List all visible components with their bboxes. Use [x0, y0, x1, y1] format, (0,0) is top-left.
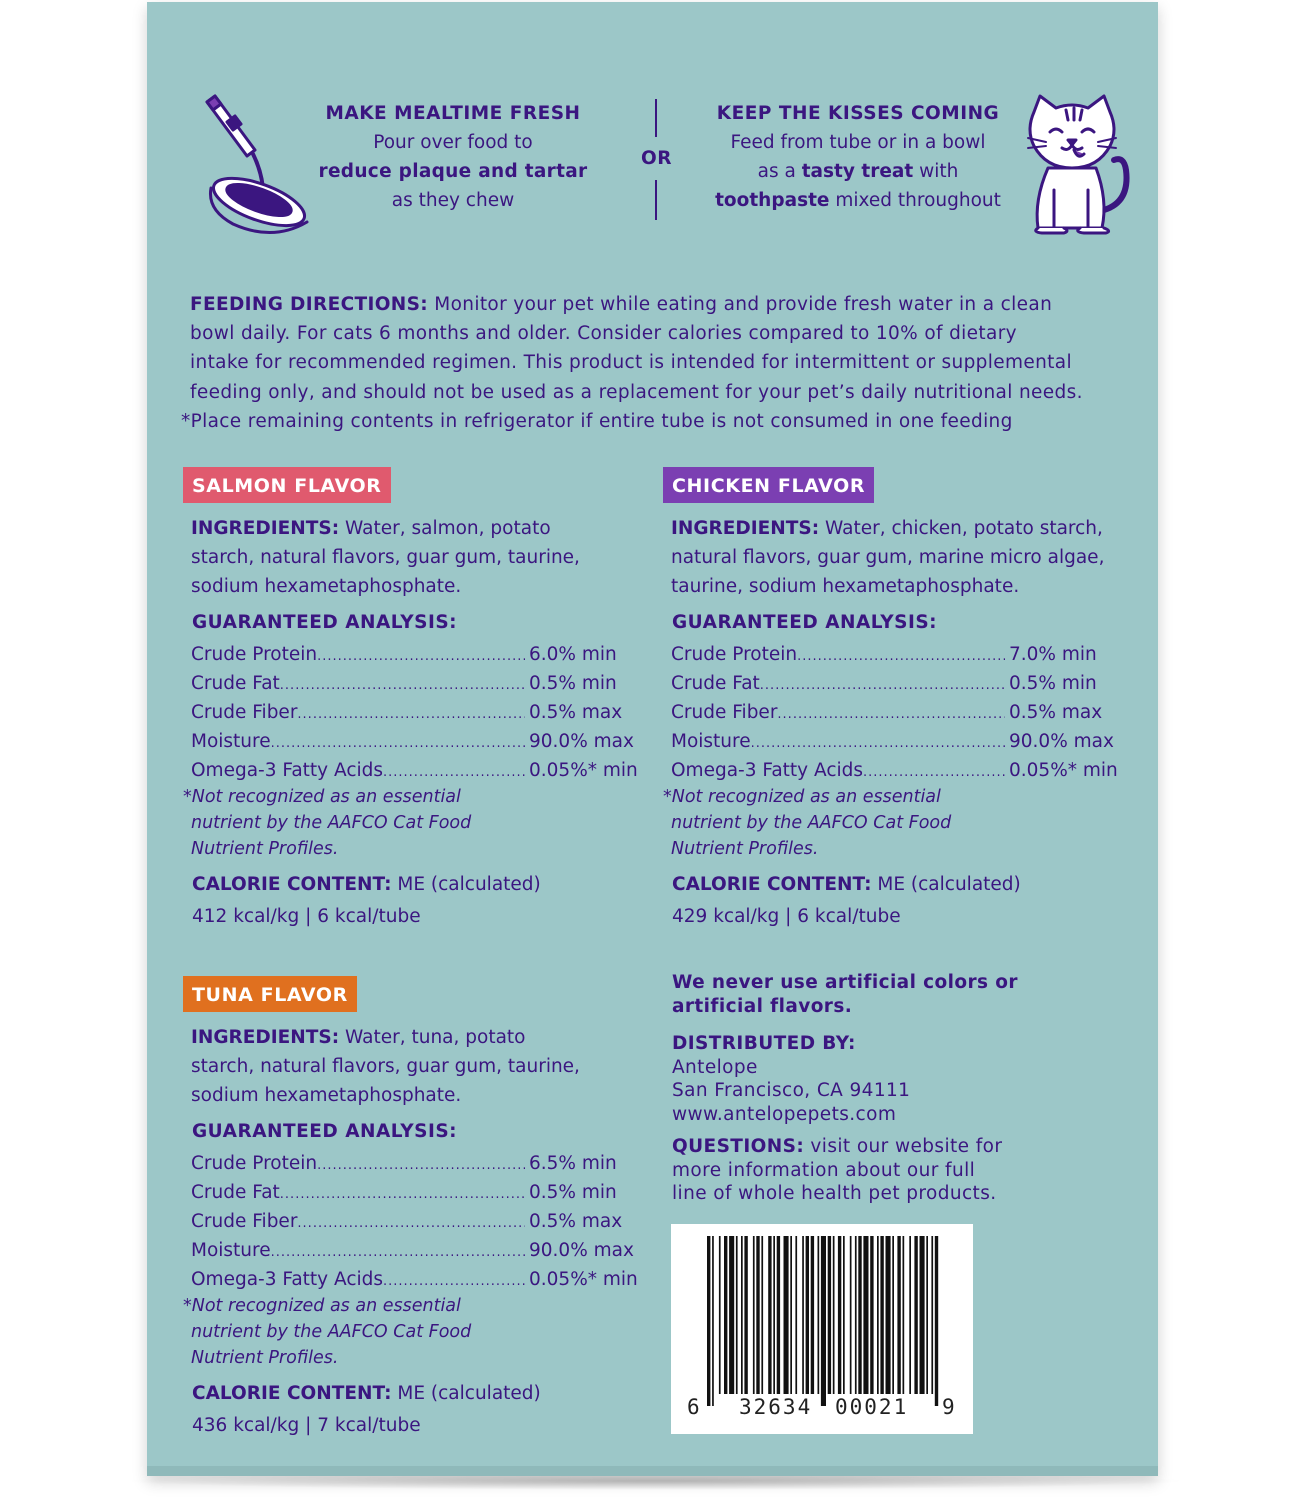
- tuna-note2: nutrient by the AAFCO Cat Food: [191, 1322, 472, 1342]
- mealtime-block: [303, 100, 603, 215]
- no-artificial-line2: artificial flavors.: [672, 995, 853, 1017]
- kisses-heading: KEEP THE KISSES COMING: [716, 103, 1000, 124]
- barcode-bar: [729, 1236, 734, 1394]
- tuna-calorie: [192, 1378, 652, 1442]
- tuna-ga-label: GUARANTEED ANALYSIS:: [192, 1121, 458, 1142]
- tuna-cal-values: 436 kcal/kg | 7 kcal/tube: [192, 1415, 421, 1436]
- salmon-ga-label: GUARANTEED ANALYSIS:: [192, 612, 458, 633]
- or-label: OR: [641, 148, 672, 169]
- chicken-ga-label: GUARANTEED ANALYSIS:: [672, 612, 938, 633]
- barcode-bar: [892, 1236, 894, 1394]
- tuna-ing-line1: [191, 1023, 651, 1052]
- dot-leader: [797, 640, 1005, 669]
- barcode-bar: [795, 1236, 797, 1394]
- dot-leader: [383, 756, 525, 785]
- feeding-label: FEEDING DIRECTIONS:: [190, 294, 429, 315]
- nutrient-value: 90.0% max: [529, 731, 634, 752]
- dot-leader: [863, 756, 1005, 785]
- distributor-block: [672, 1032, 910, 1126]
- mealtime-line1: Pour over food to: [373, 132, 533, 153]
- barcode-digit-last: 9: [942, 1395, 955, 1419]
- salmon-note2: nutrient by the AAFCO Cat Food: [191, 813, 472, 833]
- nutrient-value: 7.0% min: [1009, 644, 1097, 665]
- barcode-bar: [850, 1236, 852, 1394]
- tuna-ingredients: [191, 1023, 651, 1110]
- tuna-analysis-row: [191, 1149, 645, 1178]
- questions-line1: [672, 1135, 1002, 1159]
- barcode-bar: [843, 1236, 845, 1394]
- box-bottom-edge: [147, 1466, 1158, 1476]
- barcode-bar: [886, 1236, 891, 1394]
- tuna-note: [183, 1293, 471, 1371]
- barcode-bar: [724, 1236, 727, 1394]
- tuna-analysis-row: [191, 1265, 645, 1294]
- chicken-ingredients: [671, 514, 1151, 601]
- dot-leader: [271, 1236, 525, 1265]
- barcode-bar: [777, 1236, 780, 1394]
- barcode-bar: [784, 1236, 789, 1394]
- chicken-cal-values: 429 kcal/kg | 6 kcal/tube: [672, 906, 901, 927]
- nutrient-name: Crude Fiber: [191, 1211, 298, 1232]
- salmon-cal-values: 412 kcal/kg | 6 kcal/tube: [192, 906, 421, 927]
- salmon-ing-text1: Water, salmon, potato: [339, 518, 551, 539]
- tuna-cal-label: CALORIE CONTENT:: [192, 1383, 392, 1404]
- barcode-bar: [821, 1236, 826, 1406]
- nutrient-value: 0.5% min: [529, 673, 617, 694]
- tuna-analysis-row: [191, 1207, 645, 1236]
- nutrient-value: 0.5% min: [1009, 673, 1097, 694]
- chicken-ing-text1: Water, chicken, potato starch,: [819, 518, 1103, 539]
- salmon-flavor-tag: SALMON FLAVOR: [183, 467, 391, 503]
- barcode-bar: [761, 1236, 763, 1394]
- salmon-ing-line3: sodium hexametaphosphate.: [191, 576, 462, 597]
- nutrient-name: Crude Fat: [191, 1182, 280, 1203]
- nutrient-value: 6.5% min: [529, 1153, 617, 1174]
- dot-leader: [777, 698, 1005, 727]
- barcode-bar: [773, 1236, 775, 1394]
- chicken-analysis-row: [671, 669, 1125, 698]
- salmon-ing-line2: starch, natural flavors, guar gum, taurine,: [191, 547, 580, 568]
- barcode-bar: [768, 1236, 771, 1394]
- barcode-bar: [897, 1236, 900, 1394]
- barcode-bar: [707, 1236, 710, 1406]
- questions-block: [672, 1135, 1002, 1206]
- chicken-ing-line3: taurine, sodium hexametaphosphate.: [671, 576, 1020, 597]
- salmon-note: [183, 784, 471, 862]
- barcode-bar: [802, 1236, 804, 1394]
- salmon-ing-line1: [191, 514, 651, 543]
- salmon-calorie: [192, 869, 652, 933]
- chicken-ing-label: INGREDIENTS:: [671, 518, 820, 539]
- kisses-line2-bold: tasty treat: [801, 161, 914, 182]
- feeding-line1: [181, 290, 1141, 319]
- dot-leader: [760, 669, 1005, 698]
- kisses-line3-bold: toothpaste: [715, 190, 830, 211]
- tuna-note3: Nutrient Profiles.: [191, 1348, 339, 1368]
- dot-leader: [297, 1207, 525, 1236]
- dot-leader: [271, 727, 525, 756]
- barcode-bar: [926, 1236, 928, 1394]
- chicken-cal-label: CALORIE CONTENT:: [672, 874, 872, 895]
- barcode-bar: [870, 1236, 873, 1394]
- questions-line2: more information about our full: [672, 1159, 976, 1181]
- barcode-bar: [712, 1236, 714, 1406]
- no-artificial-note: [672, 971, 1018, 1018]
- nutrient-name: Crude Protein: [191, 1153, 318, 1174]
- barcode-bar: [790, 1236, 792, 1394]
- salmon-analysis-row: [191, 640, 645, 669]
- nutrient-name: Crude Fat: [671, 673, 760, 694]
- kisses-line2-post: with: [913, 161, 959, 182]
- barcode-bar: [753, 1236, 755, 1394]
- distributor-name: Antelope: [672, 1056, 758, 1078]
- tuna-flavor-tag: TUNA FLAVOR: [183, 976, 357, 1012]
- feeding-line5: *Place remaining contents in refrigerator if entire tube is not consumed in one feeding: [181, 410, 1013, 432]
- barcode-bar: [806, 1236, 809, 1394]
- tuna-cal-method: ME (calculated): [391, 1383, 541, 1404]
- nutrient-name: Omega-3 Fatty Acids: [191, 760, 384, 781]
- chicken-cal-line1: [672, 869, 1132, 901]
- salmon-analysis-row: [191, 669, 645, 698]
- salmon-analysis-row: [191, 727, 645, 756]
- chicken-analysis-row: [671, 640, 1125, 669]
- dot-leader: [280, 1178, 525, 1207]
- questions-label: QUESTIONS:: [672, 1136, 805, 1157]
- chicken-note3: Nutrient Profiles.: [671, 839, 819, 859]
- chicken-analysis-row: [671, 727, 1125, 756]
- kisses-line3-post: mixed throughout: [829, 190, 1001, 211]
- chicken-cal-method: ME (calculated): [871, 874, 1021, 895]
- kisses-line2-pre: as a: [757, 161, 802, 182]
- barcode-bars: [671, 1224, 973, 1434]
- salmon-cal-label: CALORIE CONTENT:: [192, 874, 392, 895]
- nutrient-name: Omega-3 Fatty Acids: [671, 760, 864, 781]
- distributed-by-label: DISTRIBUTED BY:: [672, 1033, 856, 1054]
- kisses-line3: [702, 186, 1014, 215]
- feeding-line3: intake for recommended regimen. This product is intended for intermittent or supplemental: [190, 352, 1072, 374]
- barcode-bar: [931, 1236, 933, 1394]
- barcode-bar: [744, 1236, 747, 1394]
- chicken-ing-line2: natural flavors, guar gum, marine micro algae,: [671, 547, 1105, 568]
- feeding-line2: bowl daily. For cats 6 months and older. Consider calories compared to 10% of dietary: [190, 323, 1017, 345]
- divider-bottom: [655, 180, 657, 220]
- cat-icon: [1018, 90, 1136, 238]
- tuna-ing-line3: sodium hexametaphosphate.: [191, 1085, 462, 1106]
- no-artificial-line1: We never use artificial colors or: [672, 972, 1018, 993]
- nutrient-name: Omega-3 Fatty Acids: [191, 1269, 384, 1290]
- dot-leader: [751, 727, 1005, 756]
- barcode-bar: [719, 1236, 721, 1394]
- barcode-bar: [877, 1236, 879, 1394]
- barcode-bar: [920, 1236, 925, 1394]
- dot-leader: [383, 1265, 525, 1294]
- nutrient-name: Moisture: [671, 731, 751, 752]
- nutrient-value: 90.0% max: [1009, 731, 1114, 752]
- tuna-cal-line1: [192, 1378, 652, 1410]
- divider-top: [655, 99, 657, 137]
- kisses-line1: Feed from tube or in a bowl: [730, 132, 986, 153]
- dot-leader: [297, 698, 525, 727]
- tube-bowl-icon: [193, 92, 313, 237]
- chicken-flavor-tag: CHICKEN FLAVOR: [663, 467, 874, 503]
- tuna-ing-line2: starch, natural flavors, guar gum, taurine,: [191, 1056, 580, 1077]
- nutrient-value: 0.05%* min: [1009, 760, 1118, 781]
- nutrient-value: 90.0% max: [529, 1240, 634, 1261]
- barcode-bar: [838, 1236, 841, 1394]
- barcode-bar: [909, 1236, 911, 1394]
- barcode-bar: [741, 1236, 743, 1394]
- barcode-bar: [863, 1236, 868, 1394]
- salmon-ing-label: INGREDIENTS:: [191, 518, 340, 539]
- barcode-bar: [935, 1236, 938, 1406]
- feeding-directions: [181, 290, 1141, 436]
- nutrient-name: Crude Protein: [671, 644, 798, 665]
- barcode-bar: [833, 1236, 835, 1394]
- chicken-analysis-row: [671, 698, 1125, 727]
- salmon-analysis-row: [191, 698, 645, 727]
- barcode-bar: [756, 1236, 759, 1394]
- mealtime-line2: reduce plaque and tartar: [318, 161, 588, 182]
- tuna-note1: *Not recognized as an essential: [183, 1296, 461, 1316]
- kisses-line2: [702, 157, 1014, 186]
- nutrient-value: 0.5% max: [529, 1211, 623, 1232]
- nutrient-name: Crude Fiber: [191, 702, 298, 723]
- mealtime-line3: as they chew: [391, 190, 515, 211]
- tuna-analysis-row: [191, 1178, 645, 1207]
- tuna-ing-label: INGREDIENTS:: [191, 1027, 340, 1048]
- tuna-analysis-row: [191, 1236, 645, 1265]
- salmon-cal-method: ME (calculated): [391, 874, 541, 895]
- salmon-ingredients: [191, 514, 651, 601]
- nutrient-name: Crude Fat: [191, 673, 280, 694]
- distributor-address: San Francisco, CA 94111: [672, 1080, 911, 1101]
- chicken-note: [663, 784, 951, 862]
- barcode-digits-right: 00021: [835, 1395, 909, 1419]
- distributor-website: www.antelopepets.com: [672, 1103, 897, 1125]
- salmon-cal-line1: [192, 869, 652, 901]
- barcode-bar: [855, 1236, 857, 1394]
- barcode-digits-left: 32634: [739, 1395, 813, 1419]
- salmon-analysis-row: [191, 756, 645, 785]
- nutrient-name: Crude Protein: [191, 644, 318, 665]
- nutrient-value: 0.5% max: [1009, 702, 1103, 723]
- feeding-text1: Monitor your pet while eating and provide fresh water in a clean: [428, 294, 1053, 315]
- dot-leader: [317, 1149, 525, 1178]
- barcode-bar: [914, 1236, 917, 1394]
- nutrient-name: Moisture: [191, 1240, 271, 1261]
- barcode-bar: [880, 1236, 883, 1394]
- feeding-line4: feeding only, and should not be used as a replacement for your pet’s daily nutritional needs.: [190, 381, 1083, 403]
- barcode-bar: [736, 1236, 738, 1394]
- dot-leader: [280, 669, 525, 698]
- nutrient-name: Crude Fiber: [671, 702, 778, 723]
- nutrient-value: 0.05%* min: [529, 760, 638, 781]
- barcode-bar: [811, 1236, 814, 1394]
- chicken-note1: *Not recognized as an essential: [663, 787, 941, 807]
- barcode-bar: [828, 1236, 831, 1394]
- chicken-calorie: [672, 869, 1132, 933]
- nutrient-name: Moisture: [191, 731, 271, 752]
- tuna-ing-text1: Water, tuna, potato: [339, 1027, 526, 1048]
- nutrient-value: 0.5% max: [529, 702, 623, 723]
- chicken-ing-line1: [671, 514, 1151, 543]
- salmon-note3: Nutrient Profiles.: [191, 839, 339, 859]
- barcode-bar: [818, 1236, 820, 1394]
- barcode-bar: [858, 1236, 861, 1394]
- nutrient-value: 0.5% min: [529, 1182, 617, 1203]
- mealtime-heading: MAKE MEALTIME FRESH: [325, 103, 581, 124]
- kisses-block: [702, 100, 1014, 215]
- barcode-digit-first: 6: [687, 1395, 700, 1419]
- barcode: [671, 1224, 973, 1434]
- questions-text1: visit our website for: [804, 1136, 1003, 1157]
- chicken-note2: nutrient by the AAFCO Cat Food: [671, 813, 952, 833]
- nutrient-value: 6.0% min: [529, 644, 617, 665]
- questions-line3: line of whole health pet products.: [672, 1183, 997, 1204]
- dot-leader: [317, 640, 525, 669]
- salmon-note1: *Not recognized as an essential: [183, 787, 461, 807]
- barcode-bar: [903, 1236, 905, 1394]
- chicken-analysis-row: [671, 756, 1125, 785]
- nutrient-value: 0.05%* min: [529, 1269, 638, 1290]
